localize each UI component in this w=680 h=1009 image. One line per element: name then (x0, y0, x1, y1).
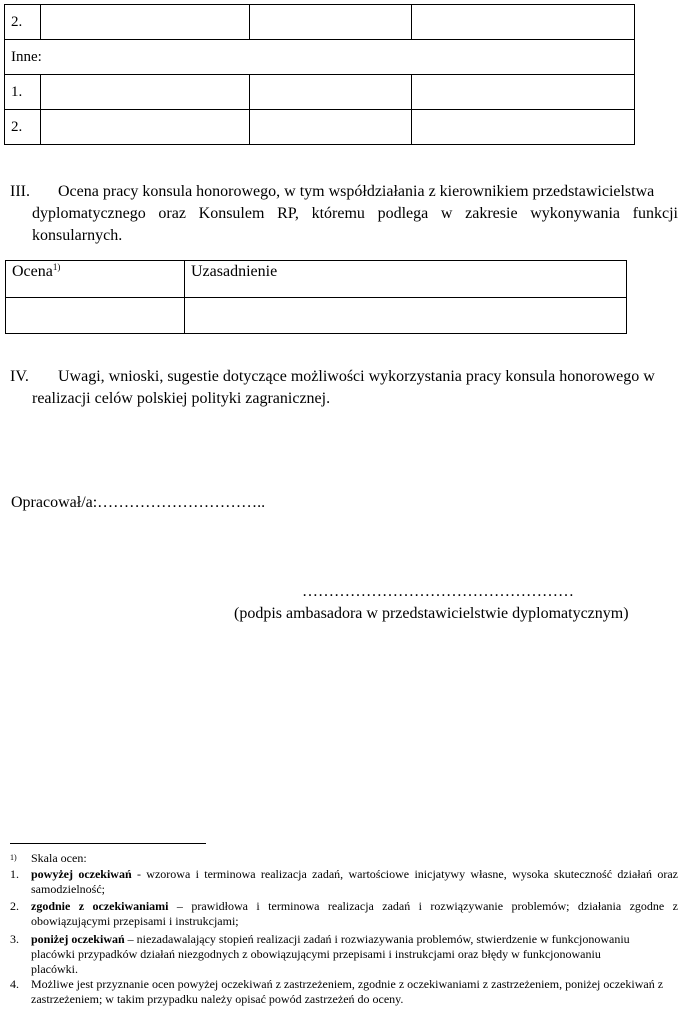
footnote-ref: 1) (52, 262, 61, 272)
row-label: 2. (5, 110, 41, 145)
table-cell (412, 75, 635, 110)
table-cell (41, 75, 250, 110)
footnote-item (10, 867, 678, 897)
footnote-item-number: 2. (10, 899, 19, 913)
row-label: Inne: (5, 40, 635, 75)
footnote-title: Skala ocen: (31, 851, 87, 865)
footnote-item (10, 899, 678, 929)
footnote-item-term: zgodnie z oczekiwaniami (31, 899, 169, 913)
footnote-item-number: 4. (10, 977, 19, 991)
footnote-marker: 1) (10, 853, 17, 862)
footnote-item-text: – prawidłowa i terminowa realizacja zadań i rozwiązywanie problemów; działania zgodne z obowiązującymi przepisami i instrukcjami; (31, 899, 679, 928)
table-cell (412, 110, 635, 145)
footnote-item-number: 1. (10, 867, 19, 881)
section-number: III. (10, 183, 30, 200)
section-number: IV. (10, 368, 29, 385)
table-row (5, 5, 635, 40)
table-cell (250, 75, 412, 110)
table-row (5, 75, 635, 110)
rating-table (5, 260, 627, 334)
section-text-continuation: realizacji celów polskiej polityki zagranicznej. (32, 390, 331, 407)
row-label: 1. (5, 75, 41, 110)
table-cell (250, 110, 412, 145)
table-row (6, 261, 627, 298)
evaluation-table (4, 4, 635, 145)
footnote-item-text: – niezadawalający stopień realizacji zadań i rozwiazywania problemów, stwierdzenie w funkcjonowaniu placówki przypadków działań niezgodnych z obowiązującymi przepisami i instrukcjami oraz błędy w funkcjonowaniu placówki. (31, 932, 630, 976)
justification-header: Uzasadnienie (185, 261, 627, 298)
table-row (5, 110, 635, 145)
rating-field[interactable] (6, 298, 185, 334)
table-cell (412, 5, 635, 40)
signature-line[interactable]: …………………………………………… (302, 583, 574, 600)
footnote-item (10, 932, 678, 977)
rating-header (6, 261, 185, 298)
table-cell (41, 5, 250, 40)
footnote-header (10, 851, 678, 866)
section-iv (10, 366, 678, 410)
section-text-first-line: Uwagi, wnioski, sugestie dotyczące możliwości wykorzystania pracy konsula honorowego w (58, 368, 655, 385)
footnote-item-number: 3. (10, 932, 19, 946)
prepared-by-field[interactable]: Opracował/a:………………………….. (11, 494, 266, 511)
footnote-divider (10, 843, 206, 844)
footnote-item-text: - wzorowa i terminowa realizacja zadań, wartościowe inicjatywy własne, wysoka skuteczność działań oraz samodzielność; (31, 867, 678, 896)
footnote-item-text: Możliwe jest przyznanie ocen powyżej oczekiwań z zastrzeżeniem, zgodnie z oczekiwaniami z zastrzeżeniem, poniżej oczekiwań z zastrzeżeniem; w takim przypadku należy opisać powód zastrzeżeń do oceny. (31, 977, 664, 1006)
table-row (5, 40, 635, 75)
signature-caption: (podpis ambasadora w przedstawicielstwie dyplomatycznym) (234, 605, 629, 622)
section-text-first-line: Ocena pracy konsula honorowego, w tym współdziałania z kierownikiem przedstawicielstwa (58, 183, 655, 200)
footnote-item (10, 977, 678, 1007)
row-label: 2. (5, 5, 41, 40)
footnote-item-term: poniżej oczekiwań (31, 932, 125, 946)
section-iii (10, 181, 678, 247)
table-cell (41, 110, 250, 145)
table-row (6, 298, 627, 334)
rating-header-label: Ocena (12, 263, 53, 280)
table-cell (250, 5, 412, 40)
justification-field[interactable] (185, 298, 627, 334)
section-text-continuation: dyplomatycznego oraz Konsulem RP, któremu podlega w zakresie wykonywania funkcji konsularnych. (32, 205, 678, 244)
footnote-item-term: powyżej oczekiwań (31, 867, 132, 881)
